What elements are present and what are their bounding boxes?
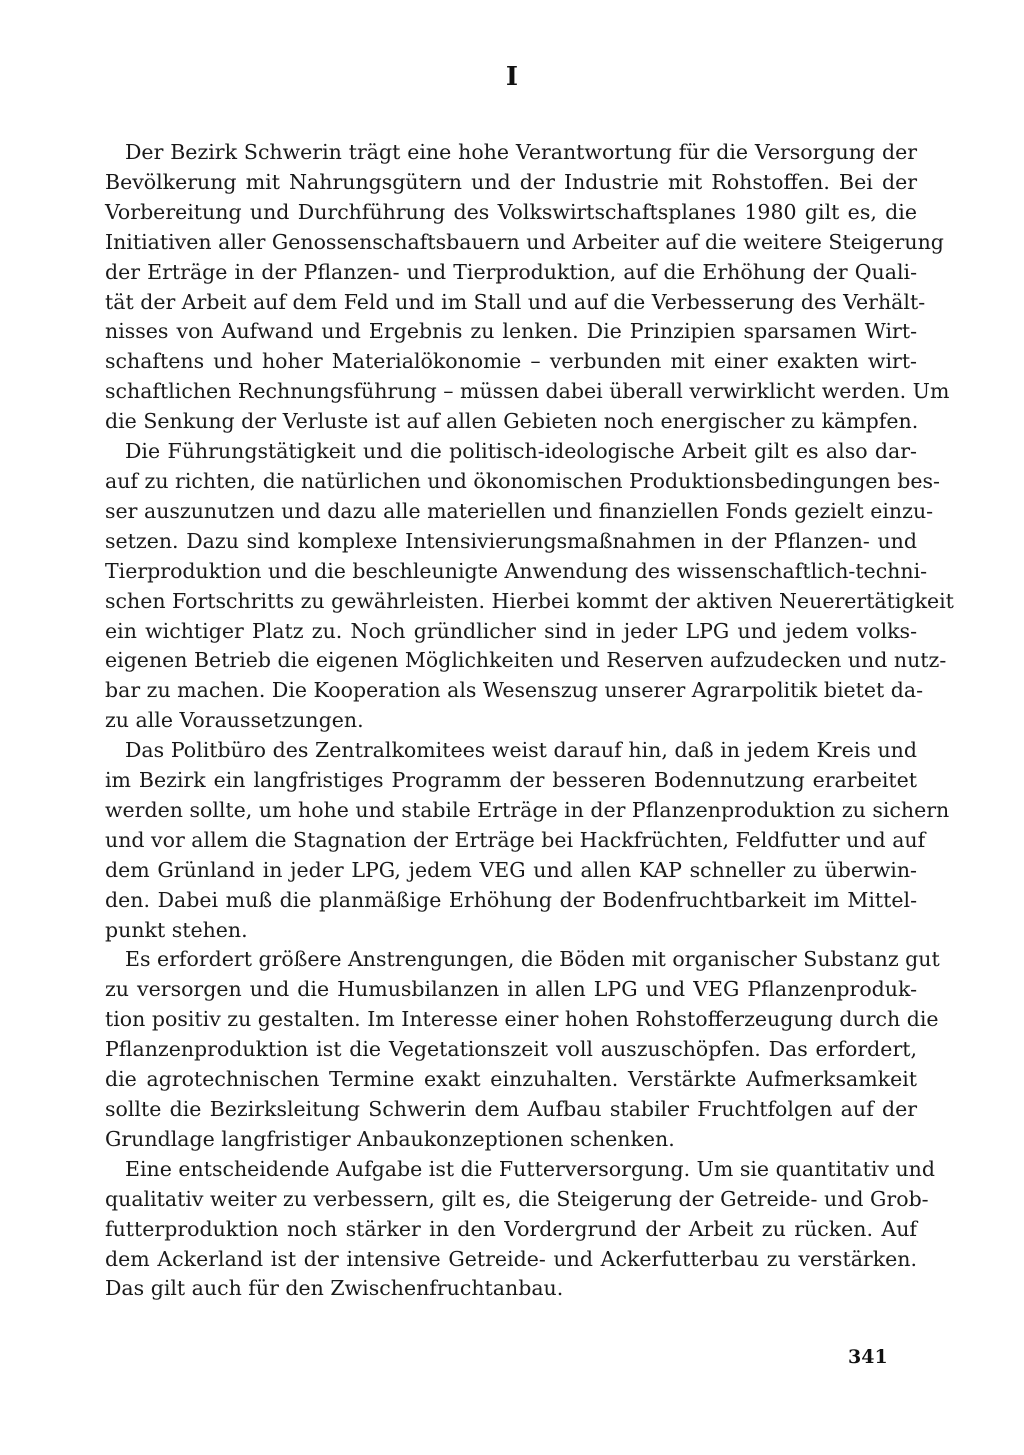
paragraph [85, 736, 950, 945]
text-line: auf zu richten, die natürlichen und ökonomischen Produktionsbedingungen bes- [105, 468, 940, 493]
chapter-numeral: I [505, 62, 519, 92]
text-line: Das Politbüro des Zentralkomitees weist darauf hin, daß in jedem Kreis und [125, 738, 917, 763]
text-line: schen Fortschritts zu gewährleisten. Hierbei kommt der aktiven Neuerertätigkeit [105, 588, 954, 613]
text-line: Initiativen aller Genossenschaftsbauern und Arbeiter auf die weitere Steigerung [105, 229, 944, 254]
paragraph [85, 437, 954, 736]
text-line: der Erträge in der Pflanzen- und Tierproduktion, auf die Erhöhung der Quali- [105, 259, 917, 284]
text-line: werden sollte, um hohe und stabile Erträge in der Pflanzenproduktion zu sichern [105, 797, 950, 822]
text-line: im Bezirk ein langfristiges Programm der besseren Bodennutzung erarbeitet [105, 768, 917, 793]
text-line: dem Grünland in jeder LPG, jedem VEG und allen KAP schneller zu überwin- [105, 857, 917, 882]
text-line: ser auszunutzen und dazu alle materiellen und finanziellen Fonds gezielt einzu- [105, 498, 934, 523]
text-line: nisses von Aufwand und Ergebnis zu lenken. Die Prinzipien sparsamen Wirt- [105, 319, 917, 344]
text-line: Die Führungstätigkeit und die politisch-ideologische Arbeit gilt es also dar- [125, 439, 917, 464]
text-line: futterproduktion noch stärker in den Vordergrund der Arbeit zu rücken. Auf [105, 1216, 917, 1241]
text-line: Tierproduktion und die beschleunigte Anwendung des wissenschaftlich-techni- [105, 558, 928, 583]
text-line: setzen. Dazu sind komplexe Intensivierungsmaßnahmen in der Pflanzen- und [105, 528, 917, 553]
text-line: Der Bezirk Schwerin trägt eine hohe Verantwortung für die Versorgung der [125, 140, 917, 164]
body-text [85, 138, 954, 1304]
text-line: punkt stehen. [105, 917, 248, 942]
paragraph [85, 1155, 936, 1305]
paragraph [85, 138, 950, 437]
text-line: Vorbereitung und Durchführung des Volkswirtschaftsplanes 1980 gilt es, die [105, 199, 917, 224]
text-line: den. Dabei muß die planmäßige Erhöhung der Bodenfruchtbarkeit im Mittel- [105, 887, 917, 912]
text-line: tät der Arbeit auf dem Feld und im Stall und auf die Verbesserung des Verhält- [105, 289, 926, 314]
text-line: schaftens und hoher Materialökonomie – verbunden mit einer exakten wirt- [105, 349, 917, 374]
text-line: zu alle Voraussetzungen. [105, 708, 364, 733]
text-line: und vor allem die Stagnation der Erträge bei Hackfrüchten, Feldfutter und auf [105, 827, 926, 852]
paragraph [85, 945, 940, 1154]
page-number: 341 [848, 1346, 888, 1368]
text-line: schaftlichen Rechnungsführung – müssen dabei überall verwirklicht werden. Um [105, 379, 950, 404]
text-line: zu versorgen und die Humusbilanzen in allen LPG und VEG Pflanzenproduk- [105, 977, 917, 1002]
text-line: die agrotechnischen Termine exakt einzuhalten. Verstärkte Aufmerksamkeit [105, 1067, 917, 1092]
text-line: tion positiv zu gestalten. Im Interesse einer hohen Rohstofferzeugung durch die [105, 1007, 939, 1032]
text-line: Grundlage langfristiger Anbaukonzeptionen schenken. [105, 1126, 675, 1151]
text-line: Das gilt auch für den Zwischenfruchtanbau. [105, 1276, 564, 1301]
text-line: bar zu machen. Die Kooperation als Wesenszug unserer Agrarpolitik bietet da- [105, 678, 924, 703]
text-line: qualitativ weiter zu verbessern, gilt es, die Steigerung der Getreide- und Grob- [105, 1186, 929, 1211]
text-line: Es erfordert größere Anstrengungen, die Böden mit organischer Substanz gut [125, 947, 940, 972]
text-line: sollte die Bezirksleitung Schwerin dem Aufbau stabiler Fruchtfolgen auf der [105, 1097, 917, 1121]
text-line: Bevölkerung mit Nahrungsgütern und der Industrie mit Rohstoffen. Bei der [105, 169, 917, 194]
text-line: eigenen Betrieb die eigenen Möglichkeiten und Reserven aufzudecken und nutz- [105, 648, 947, 673]
text-line: die Senkung der Verluste ist auf allen Gebieten noch energischer zu kämpfen. [105, 409, 919, 434]
text-line: dem Ackerland ist der intensive Getreide- und Ackerfutterbau zu verstärken. [105, 1246, 917, 1271]
text-line: Eine entscheidende Aufgabe ist die Futterversorgung. Um sie quantitativ und [125, 1156, 936, 1181]
text-line: ein wichtiger Platz zu. Noch gründlicher sind in jeder LPG und jedem volks- [105, 618, 917, 643]
text-line: Pflanzenproduktion ist die Vegetationszeit voll auszuschöpfen. Das erfordert, [105, 1037, 917, 1062]
